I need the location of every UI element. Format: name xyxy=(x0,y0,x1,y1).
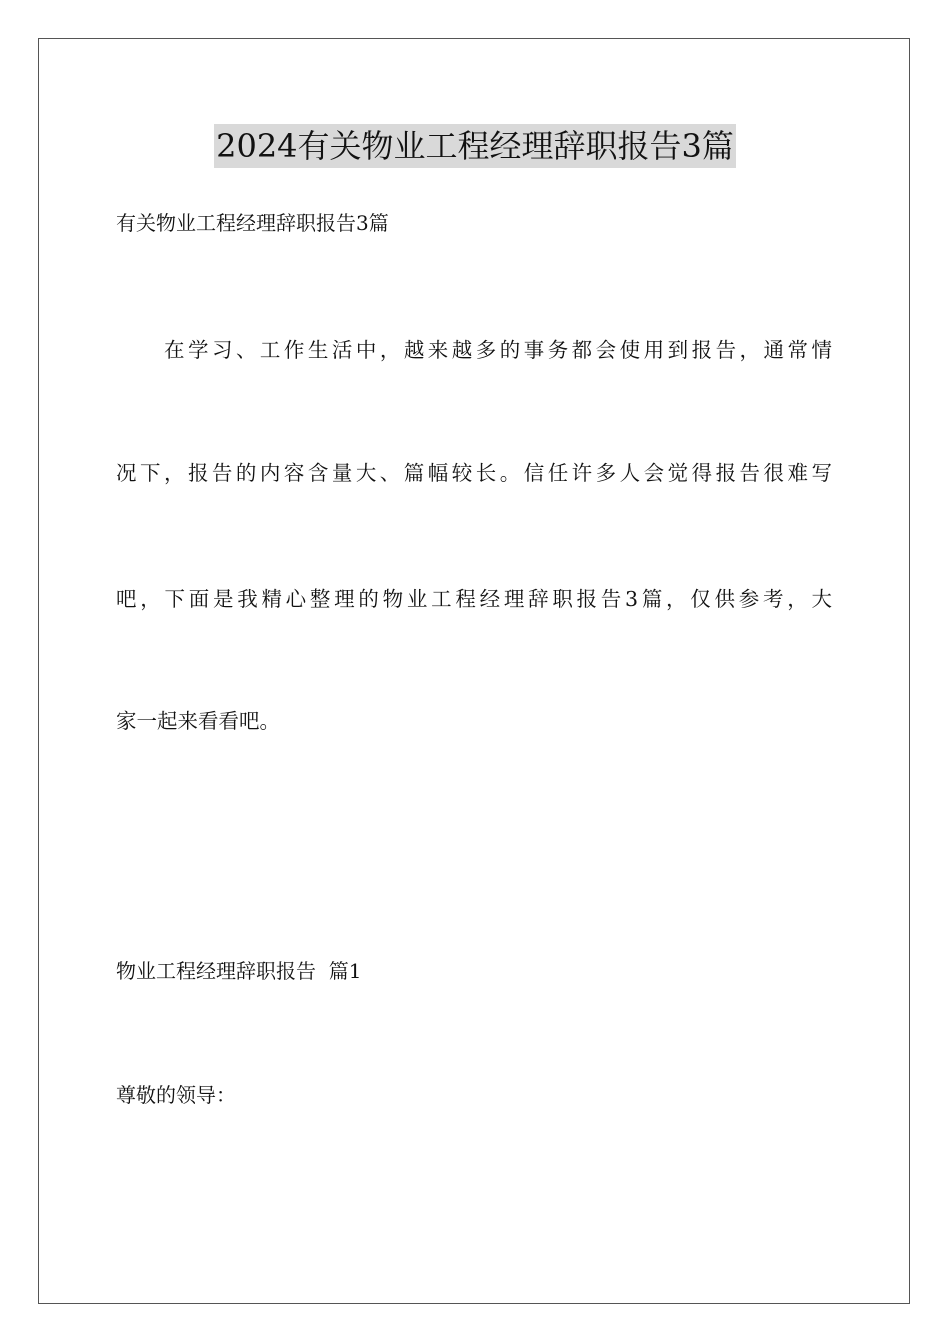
salutation: 尊敬的领导： xyxy=(116,1083,236,1107)
document-title: 2024有关物业工程经理辞职报告3篇 xyxy=(214,124,736,168)
intro-paragraph-line: 在学习、工作生活中，越来越多的事务都会使用到报告，通常情 xyxy=(164,338,832,362)
section-heading: 物业工程经理辞职报告 篇1 xyxy=(116,959,362,983)
title-container xyxy=(0,124,950,168)
document-subtitle: 有关物业工程经理辞职报告3篇 xyxy=(116,211,389,235)
intro-paragraph-line: 吧，下面是我精心整理的物业工程经理辞职报告3篇，仅供参考，大 xyxy=(116,587,832,611)
intro-paragraph-line: 家一起来看看吧。 xyxy=(116,709,280,733)
intro-paragraph-line: 况下，报告的内容含量大、篇幅较长。信任许多人会觉得报告很难写 xyxy=(116,461,832,485)
